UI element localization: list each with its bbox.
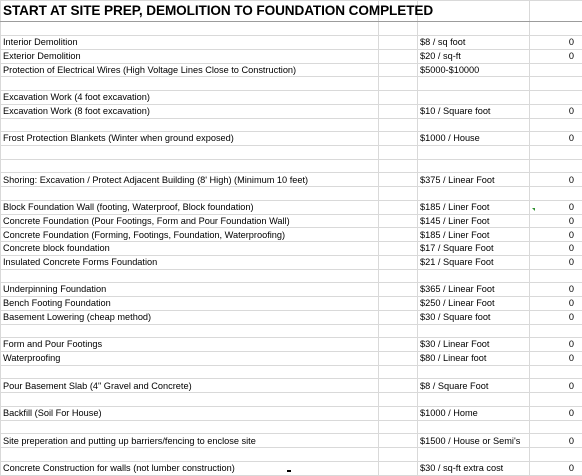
table-row	[1, 393, 582, 407]
blank-cell[interactable]	[379, 145, 418, 159]
quantity-cell[interactable]: 0	[530, 283, 582, 297]
quantity-cell[interactable]	[530, 269, 582, 283]
item-cell[interactable]	[1, 187, 379, 201]
price-cell[interactable]: $30 / sq-ft extra cost	[418, 461, 530, 475]
price-cell[interactable]: $185 / Liner Foot	[418, 200, 530, 214]
price-cell[interactable]	[418, 420, 530, 434]
quantity-cell[interactable]	[530, 118, 582, 132]
table-row	[1, 255, 582, 269]
quantity-cell[interactable]: 0	[530, 406, 582, 420]
price-cell[interactable]: $145 / Liner Foot	[418, 214, 530, 228]
blank-cell[interactable]	[379, 461, 418, 475]
table-row	[1, 297, 582, 311]
blank-cell[interactable]	[379, 118, 418, 132]
cell-comment-indicator	[532, 208, 535, 211]
price-cell[interactable]	[418, 159, 530, 173]
table-row	[1, 214, 582, 228]
item-cell[interactable]: Shoring: Excavation / Protect Adjacent Building (8' High) (Minimum 10 feet)	[1, 173, 379, 187]
quantity-cell[interactable]: 0	[530, 104, 582, 118]
text-cursor	[287, 470, 291, 472]
blank-cell[interactable]	[379, 22, 418, 36]
item-cell[interactable]	[1, 448, 379, 462]
table-row	[1, 49, 582, 63]
item-cell[interactable]	[1, 77, 379, 91]
quantity-cell[interactable]: 0	[530, 338, 582, 352]
blank-cell[interactable]	[379, 297, 418, 311]
item-cell[interactable]	[1, 365, 379, 379]
item-cell[interactable]: Concrete block foundation	[1, 242, 379, 256]
blank-cell[interactable]	[379, 200, 418, 214]
quantity-cell[interactable]	[530, 187, 582, 201]
blank-cell[interactable]	[379, 324, 418, 338]
item-cell[interactable]	[1, 118, 379, 132]
blank-cell[interactable]	[379, 104, 418, 118]
price-cell[interactable]	[418, 91, 530, 105]
table-row	[1, 187, 582, 201]
quantity-cell[interactable]	[530, 63, 582, 77]
table-row	[1, 324, 582, 338]
price-cell[interactable]: $1000 / House	[418, 132, 530, 146]
title-cell-blank[interactable]	[530, 1, 582, 22]
blank-cell[interactable]	[379, 173, 418, 187]
blank-cell[interactable]	[379, 269, 418, 283]
item-cell[interactable]: Exterior Demolition	[1, 49, 379, 63]
table-row	[1, 379, 582, 393]
item-cell[interactable]: Basement Lowering (cheap method)	[1, 310, 379, 324]
price-cell[interactable]: $365 / Linear Foot	[418, 283, 530, 297]
item-cell[interactable]: Concrete Foundation (Forming, Footings, Foundation, Waterproofing)	[1, 228, 379, 242]
blank-cell[interactable]	[379, 214, 418, 228]
quantity-cell[interactable]	[530, 365, 582, 379]
blank-cell[interactable]	[379, 91, 418, 105]
price-cell[interactable]	[418, 22, 530, 36]
blank-cell[interactable]	[379, 310, 418, 324]
blank-cell[interactable]	[379, 420, 418, 434]
quantity-cell[interactable]	[530, 145, 582, 159]
quantity-cell[interactable]: 0	[530, 228, 582, 242]
title-cell-blank[interactable]	[418, 1, 530, 22]
table-row	[1, 159, 582, 173]
quantity-cell[interactable]: 0	[530, 132, 582, 146]
table-row	[1, 338, 582, 352]
quantity-cell[interactable]: 0	[530, 461, 582, 475]
table-row	[1, 173, 582, 187]
quantity-cell[interactable]: 0	[530, 200, 582, 214]
item-cell[interactable]	[1, 145, 379, 159]
item-cell[interactable]: Excavation Work (4 foot excavation)	[1, 91, 379, 105]
price-cell[interactable]: $30 / Square foot	[418, 310, 530, 324]
price-cell[interactable]	[418, 365, 530, 379]
blank-cell[interactable]	[379, 379, 418, 393]
table-row	[1, 448, 582, 462]
item-cell[interactable]: Form and Pour Footings	[1, 338, 379, 352]
blank-cell[interactable]	[379, 338, 418, 352]
item-cell[interactable]: Waterproofing	[1, 352, 379, 366]
quantity-cell[interactable]: 0	[530, 379, 582, 393]
blank-cell[interactable]	[379, 77, 418, 91]
item-cell[interactable]: Pour Basement Slab (4" Gravel and Concrete)	[1, 379, 379, 393]
quantity-cell[interactable]	[530, 324, 582, 338]
price-cell[interactable]: $8 / sq foot	[418, 36, 530, 50]
item-cell[interactable]	[1, 159, 379, 173]
table-row	[1, 283, 582, 297]
quantity-cell[interactable]: 0	[530, 242, 582, 256]
blank-cell[interactable]	[379, 255, 418, 269]
table-row	[1, 104, 582, 118]
table-row	[1, 200, 582, 214]
quantity-cell[interactable]: 0	[530, 49, 582, 63]
item-cell[interactable]	[1, 420, 379, 434]
price-cell[interactable]: $30 / Linear Foot	[418, 338, 530, 352]
table-row	[1, 77, 582, 91]
quantity-cell[interactable]	[530, 91, 582, 105]
table-row	[1, 91, 582, 105]
item-cell[interactable]: Frost Protection Blankets (Winter when ground exposed)	[1, 132, 379, 146]
item-cell[interactable]: Backfill (Soil For House)	[1, 406, 379, 420]
table-row	[1, 63, 582, 77]
quantity-cell[interactable]: 0	[530, 214, 582, 228]
price-cell[interactable]: $8 / Square Foot	[418, 379, 530, 393]
blank-cell[interactable]	[379, 132, 418, 146]
price-cell[interactable]: $1500 / House or Semi's	[418, 434, 530, 448]
price-cell[interactable]: $10 / Square foot	[418, 104, 530, 118]
price-cell[interactable]: $375 / Linear Foot	[418, 173, 530, 187]
blank-cell[interactable]	[379, 242, 418, 256]
table-row	[1, 420, 582, 434]
quantity-cell[interactable]: 0	[530, 173, 582, 187]
item-cell[interactable]: Insulated Concrete Forms Foundation	[1, 255, 379, 269]
blank-cell[interactable]	[379, 159, 418, 173]
quantity-cell[interactable]	[530, 448, 582, 462]
table-row	[1, 228, 582, 242]
price-cell[interactable]	[418, 324, 530, 338]
item-cell[interactable]: Excavation Work (8 foot excavation)	[1, 104, 379, 118]
quantity-cell[interactable]: 0	[530, 255, 582, 269]
title-row	[1, 1, 582, 22]
item-cell[interactable]: Bench Footing Foundation	[1, 297, 379, 311]
blank-cell[interactable]	[379, 406, 418, 420]
table-row	[1, 242, 582, 256]
table-row	[1, 352, 582, 366]
item-cell[interactable]	[1, 269, 379, 283]
blank-cell[interactable]	[379, 187, 418, 201]
price-cell[interactable]	[418, 393, 530, 407]
table-row	[1, 36, 582, 50]
blank-cell[interactable]	[379, 365, 418, 379]
blank-cell[interactable]	[379, 228, 418, 242]
table-row	[1, 132, 582, 146]
quantity-cell[interactable]: 0	[530, 310, 582, 324]
price-cell[interactable]	[418, 448, 530, 462]
item-cell[interactable]: Concrete Foundation (Pour Footings, Form and Pour Foundation Wall)	[1, 214, 379, 228]
price-cell[interactable]: $5000-$10000	[418, 63, 530, 77]
price-cell[interactable]: $21 / Square Foot	[418, 255, 530, 269]
table-row	[1, 22, 582, 36]
item-cell[interactable]: Concrete Construction for walls (not lumber construction)	[1, 461, 379, 475]
price-cell[interactable]: $17 / Square Foot	[418, 242, 530, 256]
blank-cell[interactable]	[379, 448, 418, 462]
table-row	[1, 269, 582, 283]
price-cell[interactable]: $20 / sq-ft	[418, 49, 530, 63]
blank-cell[interactable]	[379, 49, 418, 63]
price-cell[interactable]	[418, 269, 530, 283]
sheet-title[interactable]: START AT SITE PREP, DEMOLITION TO FOUNDATION COMPLETED	[1, 1, 379, 22]
price-cell[interactable]	[418, 77, 530, 91]
blank-cell[interactable]	[379, 393, 418, 407]
table-row	[1, 406, 582, 420]
item-cell[interactable]: Block Foundation Wall (footing, Waterproof, Block foundation)	[1, 200, 379, 214]
blank-cell[interactable]	[379, 283, 418, 297]
blank-cell[interactable]	[379, 36, 418, 50]
quantity-cell[interactable]: 0	[530, 36, 582, 50]
item-cell[interactable]: Underpinning Foundation	[1, 283, 379, 297]
price-cell[interactable]	[418, 118, 530, 132]
price-cell[interactable]: $250 / Linear Foot	[418, 297, 530, 311]
quantity-cell[interactable]: 0	[530, 297, 582, 311]
table-row	[1, 365, 582, 379]
item-cell[interactable]	[1, 22, 379, 36]
price-cell[interactable]	[418, 145, 530, 159]
quantity-cell[interactable]	[530, 159, 582, 173]
quantity-cell[interactable]	[530, 22, 582, 36]
quantity-cell[interactable]	[530, 420, 582, 434]
quantity-cell[interactable]	[530, 77, 582, 91]
item-cell[interactable]: Site preperation and putting up barriers/fencing to enclose site	[1, 434, 379, 448]
table-row	[1, 434, 582, 448]
price-cell[interactable]	[418, 187, 530, 201]
quantity-cell[interactable]: 0	[530, 352, 582, 366]
table-row	[1, 118, 582, 132]
table-row	[1, 310, 582, 324]
price-cell[interactable]: $185 / Liner Foot	[418, 228, 530, 242]
price-cell[interactable]: $80 / Linear foot	[418, 352, 530, 366]
item-cell[interactable]	[1, 324, 379, 338]
quantity-cell[interactable]	[530, 393, 582, 407]
blank-cell[interactable]	[379, 434, 418, 448]
table-row	[1, 461, 582, 475]
blank-cell[interactable]	[379, 352, 418, 366]
table-row	[1, 145, 582, 159]
quantity-cell[interactable]: 0	[530, 434, 582, 448]
blank-cell[interactable]	[379, 63, 418, 77]
price-cell[interactable]: $1000 / Home	[418, 406, 530, 420]
item-cell[interactable]	[1, 393, 379, 407]
item-cell[interactable]: Protection of Electrical Wires (High Voltage Lines Close to Construction)	[1, 63, 379, 77]
item-cell[interactable]: Interior Demolition	[1, 36, 379, 50]
